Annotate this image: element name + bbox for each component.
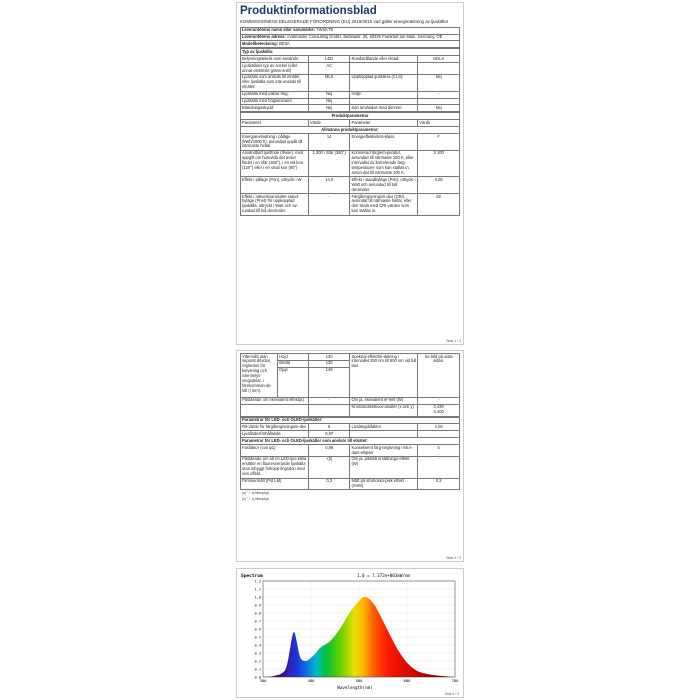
param-label: Korrelerad färgtem-peratur, avrundad till närmaste 100 K, eller intervallet av korrelerade färg-temperaturer som kan ställas in, avrun-dat till närmaste 100 K. xyxy=(350,150,418,177)
y-tick-label: 0.3 xyxy=(254,651,261,656)
param-label: Bländningsskydd: xyxy=(241,105,309,112)
param-value: LED xyxy=(308,56,350,63)
dimensions-table xyxy=(240,353,460,417)
param-value: - xyxy=(418,456,460,478)
table-row xyxy=(241,63,460,75)
dim-name: Djup xyxy=(278,367,309,397)
table-row xyxy=(241,91,460,98)
y-tick-label: 0.8 xyxy=(254,611,261,616)
param-value: 0,3 xyxy=(308,478,350,490)
param-value: 1 300 i Sfär (360°) xyxy=(308,150,350,177)
spectrum-chart-page xyxy=(236,568,464,698)
param-value: - xyxy=(418,91,460,98)
light-source-type-table xyxy=(240,48,460,112)
supplier-name-cell xyxy=(241,27,460,34)
param-label: Flimmermått (Pst LM) xyxy=(241,478,309,490)
regulation-subtitle: KOMMISSIONENS DELEGERADE FÖRORDNING (EU) 2019/2015 vad gäller energimärkning av ljuskällor xyxy=(240,19,449,24)
model-value: BD3A xyxy=(279,40,290,46)
equiv-right-label: Om ja, ekvivalent ef-fekt (W) xyxy=(350,397,418,404)
y-tick-label: 1.1 xyxy=(254,587,261,592)
equiv-value: - xyxy=(308,397,350,404)
page-title: Produktinformationsblad xyxy=(240,5,377,17)
product-parameters-table xyxy=(240,112,460,215)
param-value xyxy=(418,431,460,438)
param-label: Energieffektivitets-klass xyxy=(350,134,418,151)
table-row xyxy=(241,177,460,194)
x-tick-label: 780 xyxy=(451,678,459,683)
mains-header: Parametrar för LED- och OLED-ljuskällor som ansluts till elnätet: xyxy=(241,438,460,445)
page-number: Sida 2 / 3 xyxy=(446,556,461,560)
param-label: Livslängdsfaktor xyxy=(350,424,418,431)
param-label xyxy=(350,431,418,438)
param-value: 0,98 xyxy=(308,445,350,457)
param-label: Ljuskälla som ansluts till elnätet eller ljuskälla som inte ansluts till elnätet: xyxy=(241,74,309,91)
page-number: Sida 3 / 3 xyxy=(444,692,459,696)
param-value: 0,2 xyxy=(418,478,460,490)
chart-title: Spectrum xyxy=(241,574,263,579)
param-label: Ljuskälla med valbar färg: xyxy=(241,91,309,98)
param-value: Nej xyxy=(418,105,460,112)
led-parameters-table xyxy=(240,417,460,491)
param-value: Nej xyxy=(418,74,460,91)
param-value: Nej xyxy=(308,105,350,112)
col-header: Parameter xyxy=(350,120,418,127)
param-value xyxy=(418,98,460,105)
led-header: Parametrar för LED- och OLED-ljuskällor: xyxy=(241,417,460,424)
x-tick-label: 380 xyxy=(259,678,267,683)
param-value: - xyxy=(308,194,350,216)
param-value: MLS xyxy=(308,74,350,91)
param-value: 1,00 xyxy=(418,424,460,431)
dim-value: 149 xyxy=(308,367,350,397)
params-header: Produktparametrar xyxy=(241,113,460,120)
param-label: Ljuskälla med högluminans: xyxy=(241,98,309,105)
param-label: Belysningsteknik som används: xyxy=(241,56,309,63)
table-row xyxy=(241,56,460,63)
page-number: Sida 1 / 3 xyxy=(446,339,461,343)
param-label: Energianvändning i påläge (kWh/1000 h), avrundad uppåt till närmaste heltal xyxy=(241,134,309,151)
model-label: Modellbeteckning: xyxy=(242,40,278,46)
param-value: 14,0 xyxy=(308,177,350,194)
param-label: Om ja, påstått ersättnings-effekt (W) xyxy=(350,456,418,478)
empty-cell xyxy=(308,404,350,416)
spectral-value: Se bild på sista sidan. xyxy=(418,354,460,398)
spectral-label: Spektral effektför-delning i intervallet 250 nm till 800 nm vid full last xyxy=(350,354,418,398)
param-value: 14 xyxy=(308,134,350,151)
general-header: Allmänna produktparametrar: xyxy=(241,127,460,134)
supplier-address-cell xyxy=(241,34,460,41)
param-label: Hölje: xyxy=(350,91,418,98)
param-label: Påstående om att en LED-ljus-källa ersätter en fluorescerande ljuskälla utan inbyggt förkopp-lingsdon med viss effekt. xyxy=(241,456,309,478)
param-value: Nej xyxy=(308,98,350,105)
equiv-label: Påstående om ekvivalent effekt(a) xyxy=(241,397,309,404)
type-header: Typ av ljuskälla: xyxy=(241,49,460,56)
footnote-a: (a) "-": ej tillämpligt. xyxy=(242,491,270,496)
dim-value: 130 xyxy=(308,360,350,367)
x-tick-label: 580 xyxy=(355,678,363,683)
param-value: -(b) xyxy=(308,456,350,478)
x-tick-label: 680 xyxy=(403,678,411,683)
chroma-value: 0,430 0,400 xyxy=(418,404,460,416)
supplier-name-value: TWSKTE xyxy=(316,27,334,33)
table-row xyxy=(241,105,460,112)
y-tick-label: 0.4 xyxy=(254,643,261,648)
footnote-b: (b) "-": ej tillämpligt. xyxy=(242,497,270,502)
table-row xyxy=(241,424,460,431)
supplier-address-label: Leverantörens adress: xyxy=(242,34,286,39)
table-row xyxy=(241,150,460,177)
datasheet-page-1 xyxy=(236,2,464,345)
col-header: Värde xyxy=(308,120,350,127)
x-axis-label: Wavelength(nm) xyxy=(337,685,373,690)
table-row xyxy=(241,478,460,490)
param-value: AC xyxy=(308,63,350,75)
table-row xyxy=(241,98,460,105)
chroma-label: Kromaticitetskoor-dinater (x och y) xyxy=(350,404,418,416)
param-value: 0,00 xyxy=(418,177,460,194)
table-row xyxy=(241,456,460,478)
param-label: Färgåtergivningsin-dex (CRI), avrundat till närmaste heltal, eller den skala med CRI-värden som kan ställas in. xyxy=(350,194,418,216)
table-row xyxy=(241,445,460,457)
param-value: Nej xyxy=(308,91,350,98)
param-label: Effekt i standbyläge (Psb), uttryckt i Watt och avrundad till två decimaler. xyxy=(350,177,418,194)
supplier-name-label: Leverantörens namn eller varumärke: xyxy=(242,27,316,33)
empty-cell xyxy=(241,404,309,416)
equiv-right-value: - xyxy=(418,397,460,404)
param-label: Effekt i påläge (Pon), uttryckt i W xyxy=(241,177,309,194)
param-value: 8 xyxy=(308,424,350,431)
dim-value: 130 xyxy=(308,354,350,361)
dim-name: Höjd xyxy=(278,354,309,361)
supplier-address-value: eVatmaster Consulting GmbH, Bettinastr. 30, 60325 Frankfurt am Main, Germany, OE xyxy=(287,34,443,39)
param-label: Effekt i nätverksansluttet stand-byläge (Pnet) för uppkopplad ljuskälla, uttryckt i Watt och av-rundad till två decimaler. xyxy=(241,194,309,216)
y-tick-label: 0.5 xyxy=(254,635,261,640)
y-tick-label: 0.9 xyxy=(254,603,261,608)
param-value: 3 100 xyxy=(418,150,460,177)
col-header: Värde xyxy=(418,120,460,127)
supplier-table xyxy=(240,27,460,49)
y-tick-label: 1.2 xyxy=(254,579,261,584)
param-value: 5 xyxy=(418,445,460,457)
x-tick-label: 480 xyxy=(307,678,315,683)
param-value: 0,97 xyxy=(308,431,350,438)
chart-legend: 1.0 = 7.372e+003mW/nm xyxy=(357,573,410,578)
table-row xyxy=(241,134,460,151)
param-label: R9-värde för färgåtergivningsin-dex xyxy=(241,424,309,431)
col-header: Parameter xyxy=(241,120,309,127)
param-label: Mått på strobosko-pisk effekt (SVM) xyxy=(350,478,418,490)
param-label: Konsekvent färg-tergivning i McA-dam-ellipser xyxy=(350,445,418,457)
param-label: Fasfaktor (cos φ1) xyxy=(241,445,309,457)
param-label: Kan användas med dimmer: xyxy=(350,105,418,112)
y-tick-label: 1.0 xyxy=(254,595,261,600)
param-label: Ljuskällans typ av sockel (eller annat elektriskt gräns-snitt) xyxy=(241,63,309,75)
table-row xyxy=(241,74,460,91)
y-tick-label: 0.1 xyxy=(254,667,261,672)
param-label xyxy=(350,63,418,75)
y-tick-label: 0.2 xyxy=(254,659,261,664)
param-label: Rundstrålande eller riktad: xyxy=(350,56,418,63)
dim-name: Bredd xyxy=(278,360,309,367)
y-tick-label: 0.7 xyxy=(254,619,261,624)
param-value: NDLS xyxy=(418,56,460,63)
dimensions-label: Yttermått utan separat drivdon, reglerdon för belysning och icke-belys-ningsdelar, i förekomman-de fall (i mm). xyxy=(241,354,278,398)
param-label xyxy=(350,98,418,105)
param-label: Uppkopplad ljuskäl-la (CLS): xyxy=(350,74,418,91)
table-row xyxy=(241,194,460,216)
model-cell xyxy=(241,41,460,48)
y-tick-label: 0.0 xyxy=(254,675,261,680)
y-tick-label: 0.6 xyxy=(254,627,261,632)
spectrum-chart xyxy=(237,569,463,697)
table-row xyxy=(241,431,460,438)
param-value: 82 xyxy=(418,194,460,216)
param-value xyxy=(418,63,460,75)
datasheet-page-2 xyxy=(236,350,464,562)
param-value: F xyxy=(418,134,460,151)
param-label: Ljusflödesförhållande xyxy=(241,431,309,438)
param-label: Användbart ljusflöde (Φuse), med uppgift om huruvida det avser flödet i en sfär (360°), i en vid kon (120°) eller i en smal kon (90°) xyxy=(241,150,309,177)
